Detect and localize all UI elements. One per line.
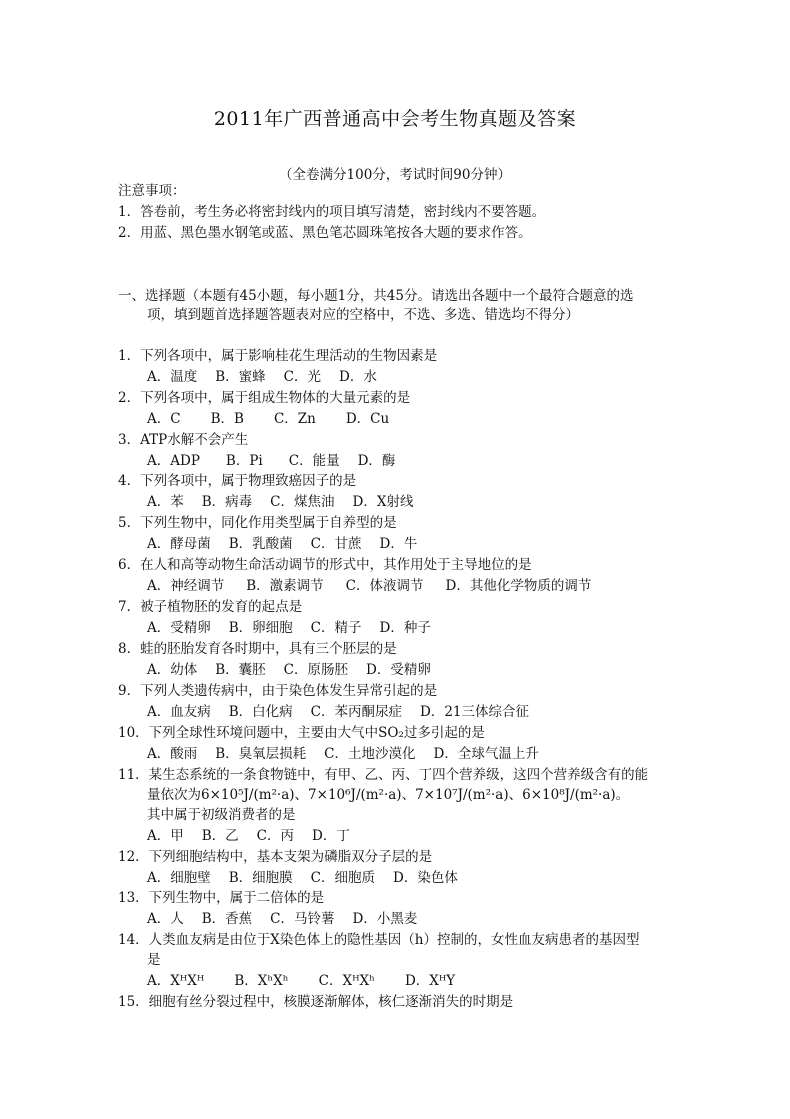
note-1: 1．答卷前，考生务必将密封线内的项目填写清楚，密封线内不要答题。 <box>118 204 546 220</box>
question-11-cont: 量依次为6×10⁵J/(m²·a)、7×10⁶J/(m²·a)、7×10⁷J/(m²·a)、6×10⁸J/(m²·a)。 <box>147 787 630 803</box>
option: A．ADP <box>147 453 200 469</box>
option: B．XʰXʰ <box>234 973 289 989</box>
option: B．乳酸菌 <box>228 536 293 552</box>
options-9 <box>147 703 547 721</box>
option: A．神经调节 <box>147 578 225 594</box>
option: C．甘蔗 <box>310 536 362 552</box>
option: B．激素调节 <box>246 578 324 594</box>
question-9: 9．下列人类遗传病中，由于染色体发生异常引起的是 <box>118 683 438 699</box>
exam-info: （全卷满分100分，考试时间90分钟） <box>279 167 511 183</box>
question-5: 5．下列生物中，同化作用类型属于自养型的是 <box>118 515 397 531</box>
option: D．21三体综合征 <box>420 704 530 720</box>
question-10: 10．下列全球性环境问题中，主要由大气中SO₂过多引起的是 <box>118 725 485 741</box>
option: A．苯 <box>147 494 184 510</box>
option: A．酸雨 <box>147 746 198 762</box>
page-title: 2011年广西普通高中会考生物真题及答案 <box>213 108 577 130</box>
options-6 <box>147 577 609 595</box>
option: A．幼体 <box>147 662 198 678</box>
option: A．C <box>147 411 181 427</box>
option: D．酶 <box>357 453 396 469</box>
option: B．香蕉 <box>201 911 253 927</box>
options-13 <box>147 910 435 928</box>
option: B．蜜蜂 <box>215 369 266 385</box>
option: C．细胞质 <box>310 870 376 886</box>
options-8 <box>147 661 449 679</box>
option: A．细胞壁 <box>147 870 211 886</box>
option: C．XᴴXʰ <box>318 973 375 989</box>
option: C．苯丙酮尿症 <box>310 704 403 720</box>
option: D．其他化学物质的调节 <box>445 578 592 594</box>
question-14: 14．人类血友病是由位于X染色体上的隐性基因（h）控制的，女性血友病患者的基因型 <box>118 932 640 948</box>
option: C．土地沙漠化 <box>324 746 416 762</box>
option: C．光 <box>283 369 322 385</box>
options-11 <box>147 827 368 845</box>
question-6: 6．在人和高等动物生命活动调节的形式中，其作用处于主导地位的是 <box>118 557 532 573</box>
option: A．酵母菌 <box>147 536 211 552</box>
option: D．丁 <box>312 828 350 844</box>
options-10 <box>147 745 557 763</box>
option: D．受精卵 <box>366 662 431 678</box>
options-3 <box>147 452 413 470</box>
option: C．丙 <box>256 828 295 844</box>
question-15: 15．细胞有丝分裂过程中，核膜逐渐解体，核仁逐渐消失的时期是 <box>118 994 514 1010</box>
option: A．甲 <box>147 828 184 844</box>
option: A．XᴴXᴴ <box>147 973 205 989</box>
option: D．种子 <box>379 620 431 636</box>
question-3: 3．ATP水解不会产生 <box>118 432 249 448</box>
option: A．人 <box>147 911 184 927</box>
option: D．XᴴY <box>404 973 456 989</box>
option: B．Pi <box>225 453 263 469</box>
question-1: 1．下列各项中，属于影响桂花生理活动的生物因素是 <box>118 348 438 364</box>
option: A．温度 <box>147 369 198 385</box>
option: A．受精卵 <box>147 620 211 636</box>
option: B．细胞膜 <box>228 870 293 886</box>
note-2: 2．用蓝、黑色墨水钢笔或蓝、黑色笔芯圆珠笔按各大题的要求作答。 <box>118 225 532 241</box>
option: C．能量 <box>288 453 340 469</box>
option: C．马铃薯 <box>270 911 335 927</box>
option: D．X射线 <box>352 494 414 510</box>
option: B．卵细胞 <box>228 620 293 636</box>
options-14 <box>147 972 473 990</box>
question-7: 7．被子植物胚的发育的起点是 <box>118 599 303 615</box>
option: B．B <box>210 411 244 427</box>
options-12 <box>147 869 476 887</box>
option: B．臭氧层损耗 <box>215 746 307 762</box>
question-4: 4．下列各项中，属于物理致癌因子的是 <box>118 473 357 489</box>
question-2: 2．下列各项中，属于组成生物体的大量元素的是 <box>118 390 411 406</box>
option: C．精子 <box>310 620 362 636</box>
option: D．染色体 <box>393 870 458 886</box>
option: D．牛 <box>379 536 418 552</box>
section-heading: 一、选择题（本题有45小题，每小题1分，共45分。请选出各题中一个最符合题意的选 <box>118 288 634 304</box>
options-1 <box>147 368 395 386</box>
option: C．Zn <box>273 411 316 427</box>
question-12: 12．下列细胞结构中，基本支架为磷脂双分子层的是 <box>118 849 433 865</box>
option: D．水 <box>339 369 377 385</box>
option: D．小黑麦 <box>352 911 418 927</box>
question-11-cont2: 其中属于初级消费者的是 <box>147 807 296 823</box>
option: B．乙 <box>201 828 239 844</box>
options-5 <box>147 535 435 553</box>
options-7 <box>147 619 449 637</box>
question-13: 13．下列生物中，属于二倍体的是 <box>118 890 325 906</box>
options-2 <box>147 410 407 428</box>
option: D．Cu <box>345 411 390 427</box>
option: D．全球气温上升 <box>433 746 539 762</box>
option: A．血友病 <box>147 704 211 720</box>
option: C．原肠胚 <box>283 662 349 678</box>
options-4 <box>147 493 431 511</box>
question-14-cont: 是 <box>147 952 161 968</box>
option: C．体液调节 <box>345 578 424 594</box>
question-11: 11．某生态系统的一条食物链中，有甲、乙、丙、丁四个营养级，这四个营养级含有的能 <box>118 767 649 783</box>
option: B．囊胚 <box>215 662 266 678</box>
option: B．白化病 <box>228 704 293 720</box>
option: B．病毒 <box>201 494 253 510</box>
section-heading-cont: 项，填到题首选择题答题表对应的空格中，不选、多选、错选均不得分） <box>147 307 579 323</box>
question-8: 8．蛙的胚胎发育各时期中，具有三个胚层的是 <box>118 641 397 657</box>
option: C．煤焦油 <box>270 494 335 510</box>
notes-heading: 注意事项： <box>118 183 186 199</box>
